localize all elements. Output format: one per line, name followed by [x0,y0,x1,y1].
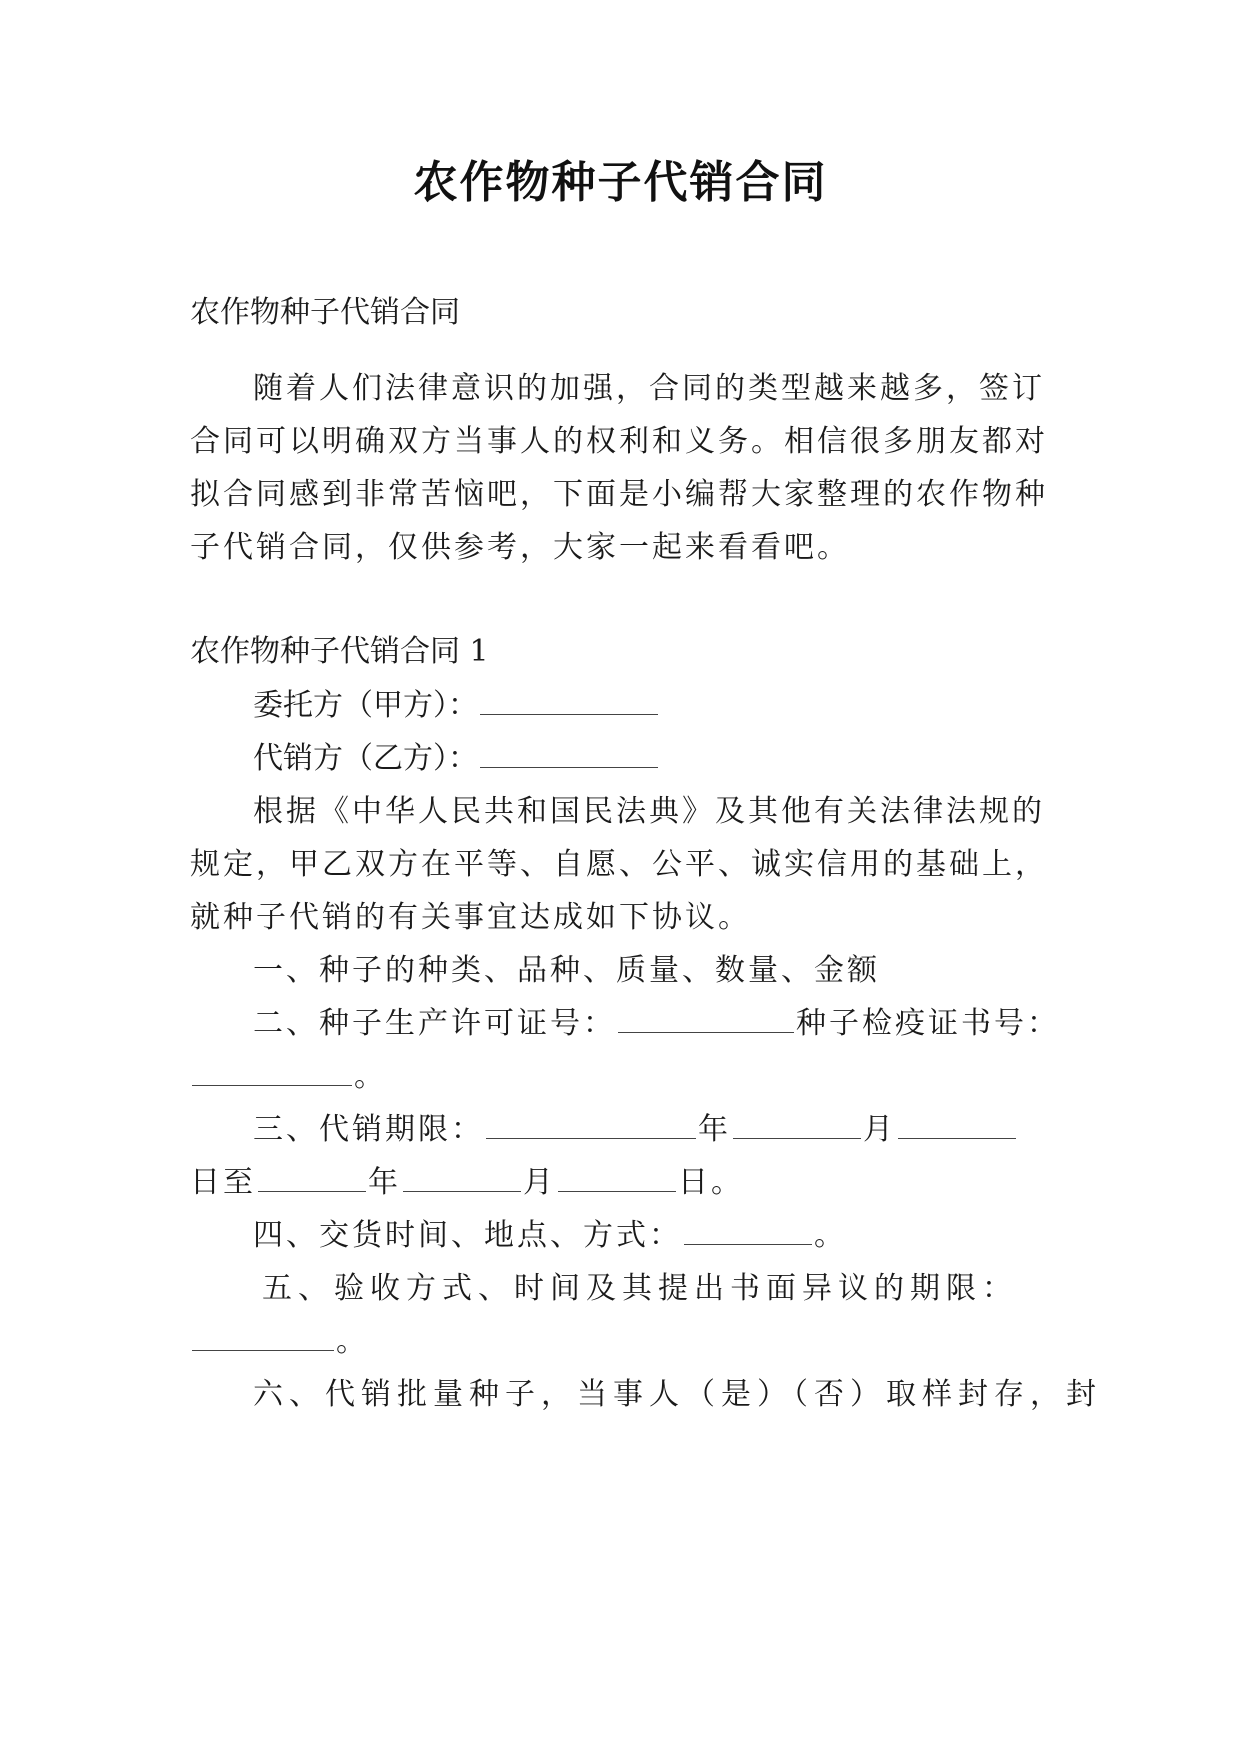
clause-1: 一、种子的种类、品种、质量、数量、金额 [253,953,880,988]
license-number-blank [618,1006,794,1033]
intro-line-4: 子代销合同，仅供参考，大家一起来看看吧。 [190,530,850,565]
clause-3-month-2: 月 [523,1165,556,1200]
party-b-label: 代销方（乙方）： [253,741,478,776]
basis-line-3: 就种子代销的有关事宜达成如下协议。 [190,900,751,935]
clause-2-label-2: 种子检疫证书号： [796,1006,1060,1041]
basis-line-2: 规定，甲乙双方在平等、自愿、公平、诚实信用的基础上， [190,847,1048,882]
start-month-blank [733,1112,861,1139]
clause-5-end: 。 [336,1324,366,1359]
start-day-blank [898,1112,1016,1139]
party-a-blank [480,688,658,715]
delivery-blank [684,1218,812,1245]
clause-2-line [253,1004,1153,1044]
clause-4-end: 。 [814,1218,847,1253]
clause-4-line [253,1216,1153,1256]
intro-line-1: 随着人们法律意识的加强，合同的类型越来越多，签订 [253,371,1045,406]
clause-6: 六、代销批量种子，当事人（是）（否）取样封存，封 [253,1377,1102,1412]
intro-line-3: 拟合同感到非常苦恼吧，下面是小编帮大家整理的农作物种 [190,477,1048,512]
clause-4-label: 四、交货时间、地点、方式： [253,1218,682,1253]
clause-3-year: 年 [698,1112,731,1147]
clause-3-label: 三、代销期限： [253,1112,484,1147]
end-month-blank [403,1165,521,1192]
start-year-blank [486,1112,696,1139]
clause-3-year-2: 年 [368,1165,401,1200]
clause-3-day-to: 日至 [190,1165,256,1200]
basis-line-1: 根据《中华人民共和国民法典》及其他有关法律法规的 [253,794,1045,829]
clause-3-line [253,1110,1153,1150]
party-a-label: 委托方（甲方）： [253,688,478,723]
quarantine-number-blank [192,1059,352,1086]
clause-2-label: 二、种子生产许可证号： [253,1006,616,1041]
party-a-line [253,686,1153,726]
clause-3-continuation [190,1163,1090,1203]
clause-3-end: 日。 [678,1165,744,1200]
end-day-blank [558,1165,676,1192]
clause-2-continuation [190,1057,1090,1097]
clause-5-continuation [190,1322,1090,1362]
clause-3-month: 月 [863,1112,896,1147]
acceptance-blank [192,1324,334,1351]
intro-line-2: 合同可以明确双方当事人的权利和义务。相信很多朋友都对 [190,424,1048,459]
document-title: 农作物种子代销合同 [413,157,828,208]
clause-5-line: 五、验收方式、时间及其提出书面异议的期限： [262,1271,1018,1306]
document-subtitle: 农作物种子代销合同 [190,295,460,330]
clause-2-end: 。 [354,1059,384,1094]
party-b-blank [480,741,658,768]
end-year-blank [258,1165,366,1192]
party-b-line [253,739,1153,779]
contract-heading: 农作物种子代销合同 1 [190,634,489,669]
